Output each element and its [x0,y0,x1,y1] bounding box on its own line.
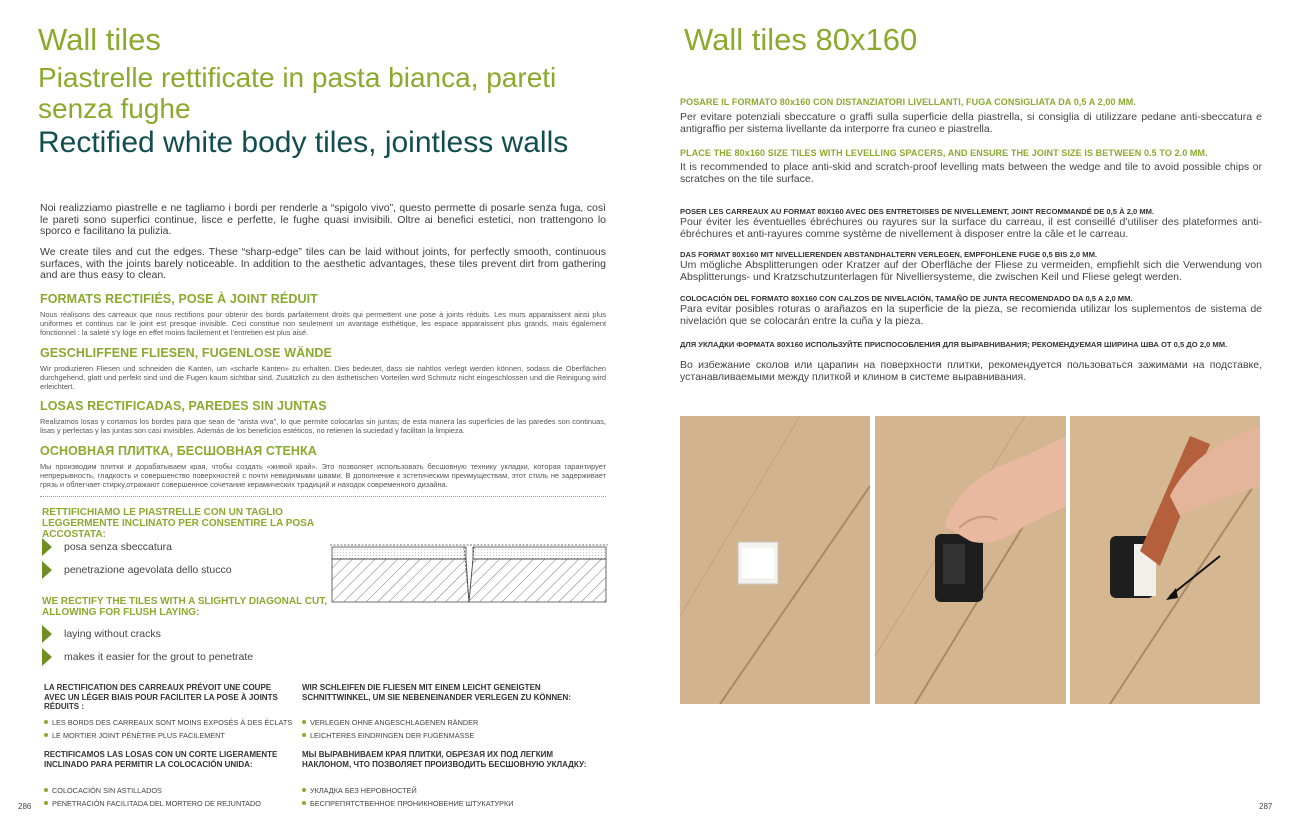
es-cut-item: COLOCACIÓN SIN ASTILLADOS [44,786,162,795]
page-title: Wall tiles 80x160 [684,22,918,57]
ru-cut-item: БЕСПРЕПЯТСТВЕННОЕ ПРОНИКНОВЕНИЕ ШТУКАТУРКИ [302,799,513,808]
cut-en-bullet: makes it easier for the grout to penetrate [42,648,342,668]
ru-text: Мы производим плитки и дорабатываем края, чтобы создать «живой край». Это позволяет использовать бесшовную технику укладки, которая гарантирует непрерывность, гладкость и совершенство поверхностей с почти невидимыми швами. В дополнение к эстетическим преимуществам, этот стиль не задерживает грязь и облегчает стирку,отражают совершенное сочетание керамических традиций и находок современного дизайна. [40,462,606,489]
photo-clip [875,416,1066,704]
right-page [646,0,1293,825]
ru-heading: ДЛЯ УКЛАДКИ ФОРМАТА 80X160 ИСПОЛЬЗУЙТЕ ПРИСПОСОБЛЕНИЯ ДЛЯ ВЫРАВНИВАНИЯ; РЕКОМЕНДУЕМАЯ ШИРИНА ШВА ОТ 0,5 ДО 2,0 ММ. [680,340,1228,349]
de-cut-item: LEICHTERES EINDRINGEN DER FUGENMASSE [302,731,474,740]
dot-bullet-icon [44,801,48,805]
es-text: Para evitar posibles roturas o arañazos en la superficie de la pieza, se recomienda utilizar los suplementos de sistema de nivelación que se colocarán entre la cuña y la pieza. [680,303,1262,327]
es-cut-heading: RECTIFICAMOS LAS LOSAS CON UN CORTE LIGERAMENTE INCLINADO PARA PERMITIR LA COLOCACIÓN UNIDA: [44,750,278,769]
fr-cut-heading: LA RECTIFICATION DES CARREAUX PRÉVOIT UNE COUPE AVEC UN LÉGER BIAIS POUR FACILITER LA POSE À JOINTS RÉDUITS : [44,683,278,711]
cut-en-heading: WE RECTIFY THE TILES WITH A SLIGHTLY DIAGONAL CUT, ALLOWING FOR FLUSH LAYING: [42,596,328,618]
es-heading: COLOCACIÓN DEL FORMATO 80X160 CON CALZOS DE NIVELACIÓN, TAMAÑO DE JUNTA RECOMENDADO DA 0,5 A 2,0 MM. [680,294,1133,303]
cut-it-bullet: penetrazione agevolata dello stucco [42,561,342,581]
it-heading: POSARE IL FORMATO 80x160 CON DISTANZIATORI LIVELLANTI, FUGA CONSIGLIATA DA 0,5 A 2,00 MM. [680,97,1136,107]
de-heading: DAS FORMAT 80X160 MIT NIVELLIERENDEN ABSTANDHALTERN VERLEGEN, EMPFOHLENE FUGE 0,5 BIS 2,0 MM. [680,250,1097,259]
triangle-bullet-icon [42,561,52,579]
cut-it-bullet: posa senza sbeccatura [42,538,342,558]
triangle-bullet-icon [42,538,52,556]
fr-cut-item: LE MORTIER JOINT PÉNÈTRE PLUS FACILEMENT [44,731,225,740]
dot-bullet-icon [302,801,306,805]
page-title: Wall tiles [38,22,161,57]
triangle-bullet-icon [42,625,52,643]
de-cut-heading: WIR SCHLEIFEN DIE FLIESEN MIT EINEM LEICHT GENEIGTEN SCHNITTWINKEL, UM SIE NEBENEINANDER VERLEGEN ZU KÖNNEN: [302,683,571,702]
left-page [0,0,646,825]
subtitle-en: Rectified white body tiles, jointless walls [38,126,569,159]
es-cut-item: PENETRACIÓN FACILITADA DEL MORTERO DE REJUNTADO [44,799,261,808]
en-heading: PLACE THE 80x160 SIZE TILES WITH LEVELLING SPACERS, AND ENSURE THE JOINT SIZE IS BETWEEN 0.5 TO 2.0 MM. [680,148,1208,158]
es-text: Realizamos losas y cortamos los bordes para que sean de “arista viva”, lo que permite colocarlas sin juntas; de esta manera las superficies de las paredes son continuas, lisas y perfectas y las juntas son casi invisibles. Además de los beneficios estéticos, no retienen la suciedad y facilitan la limpieza. [40,417,606,435]
photo-wedge [1070,416,1260,704]
fr-text: Pour éviter les éventuelles ébréchures ou rayures sur la surface du carreau, il est conseillé d’utiliser des plateformes anti-ébréchures et anti-rayures comme système de nivellement à disposer entre la câle et le carreau. [680,216,1262,240]
fr-heading: POSER LES CARREAUX AU FORMAT 80X160 AVEC DES ENTRETOISES DE NIVELLEMENT, JOINT RECOMMANDÉ DE 0,5 À 2,0 MM. [680,207,1155,216]
tile-cut-diagram [330,536,608,606]
ru-text: Во избежание сколов или царапин на поверхности плитки, рекомендуется пользоваться зажимами на подставке, устанавливаемыми между плиткой и клином в системе выравнивания. [680,359,1262,383]
subtitle-it: Piastrelle rettificate in pasta bianca, pareti senza fughe [38,62,557,124]
cut-en-bullet: laying without cracks [42,625,342,645]
de-heading: GESCHLIFFENE FLIESEN, FUGENLOSE WÄNDE [40,346,332,360]
en-text: It is recommended to place anti-skid and scratch-proof levelling mats between the wedge and tile to avoid possible chips or scratches on the tile surface. [680,161,1262,185]
cut-it-heading: RETTIFICHIAMO LE PIASTRELLE CON UN TAGLIO LEGGERMENTE INCLINATO PER CONSENTIRE LA POSA ACCOSTATA: [42,507,314,540]
page-number: 287 [1259,802,1273,811]
dot-bullet-icon [302,788,306,792]
dot-bullet-icon [44,788,48,792]
de-text: Um mögliche Absplitterungen oder Kratzer auf der Oberfläche der Fliese zu vermeiden, empfiehlt sich die Verwendung von Absplitterungs- und Kratzschutzunterlagen für Nivelliersysteme, die zwischen Keil und Fliese gelegt werden. [680,259,1262,283]
photo-spacer [680,416,870,704]
de-cut-item: VERLEGEN OHNE ANGESCHLAGENEN RÄNDER [302,718,478,727]
it-text: Per evitare potenziali sbeccature o graffi sulla superficie della piastrella, si consiglia di utilizzare pedane anti-sbeccatura e antigraffio per sistema livellante da interporre fra cuneo e piastrella. [680,111,1262,135]
dot-bullet-icon [302,720,306,724]
fr-cut-item: LES BORDS DES CARREAUX SONT MOINS EXPOSÉS À DES ÉCLATS [44,718,292,727]
es-heading: LOSAS RECTIFICADAS, PAREDES SIN JUNTAS [40,399,327,413]
dot-bullet-icon [302,733,306,737]
de-text: Wir produzieren Fliesen und schneiden die Kanten, um «scharfe Kanten» zu erhalten. Dies bedeutet, dass sie nahtlos verlegt werden können, sodass die Oberflächen durchgehend, glatt und perfekt sind und die Fugen kaum sichtbar sind. Zusätzlich zu den ästhetischen Vorteilen wird Schmutz nicht eingeschlossen und die Reinigung wird erleichtert. [40,364,606,391]
intro-en: We create tiles and cut the edges. These “sharp-edge” tiles can be laid without joints, for perfectly smooth, continuous surfaces, with the joints barely noticeable. In addition to the aesthetic advantages, these tiles prevent dirt from gathering and are thus easy to clean. [40,246,606,281]
ru-cut-heading: МЫ ВЫРАВНИВАЕМ КРАЯ ПЛИТКИ, ОБРЕЗАЯ ИХ ПОД ЛЕГКИМ НАКЛОНОМ, ЧТО ПОЗВОЛЯЕТ ПРОИЗВОДИТЬ БЕСШОВНУЮ УКЛАДКУ: [302,750,587,769]
ru-cut-item: УКЛАДКА БЕЗ НЕРОВНОСТЕЙ [302,786,417,795]
triangle-bullet-icon [42,648,52,666]
page-number: 286 [18,802,32,811]
ru-heading: ОСНОВНАЯ ПЛИТКА, БЕСШОВНАЯ СТЕНКА [40,444,317,458]
dot-bullet-icon [44,720,48,724]
fr-heading: FORMATS RECTIFIÉS, POSE À JOINT RÉDUIT [40,292,318,306]
fr-text: Nous réalisons des carreaux que nous rectifions pour obtenir des bords parfaitement droits qui permettent une pose à joints réduits. Les murs apparaissent ainsi plus uniformes et continus car le joint est presque invisible. Ceci constitue non seulement un avantage esthétique, les espace apparaissent plus grands, mais également fonctionnel : la saleté s’y loge en effet moins facilement et l’entretien est plus aisé. [40,310,606,337]
intro-it: Noi realizziamo piastrelle e ne tagliamo i bordi per renderle a “spigolo vivo”, questo permette di posarle senza fuga, così le pareti sono superfici continue, lisce e perfette, le fughe quasi invisibili. Oltre ai benefici estetici, non trattengono lo sporco e facilitano la pulizia. [40,202,606,237]
dot-bullet-icon [44,733,48,737]
divider [40,496,606,497]
